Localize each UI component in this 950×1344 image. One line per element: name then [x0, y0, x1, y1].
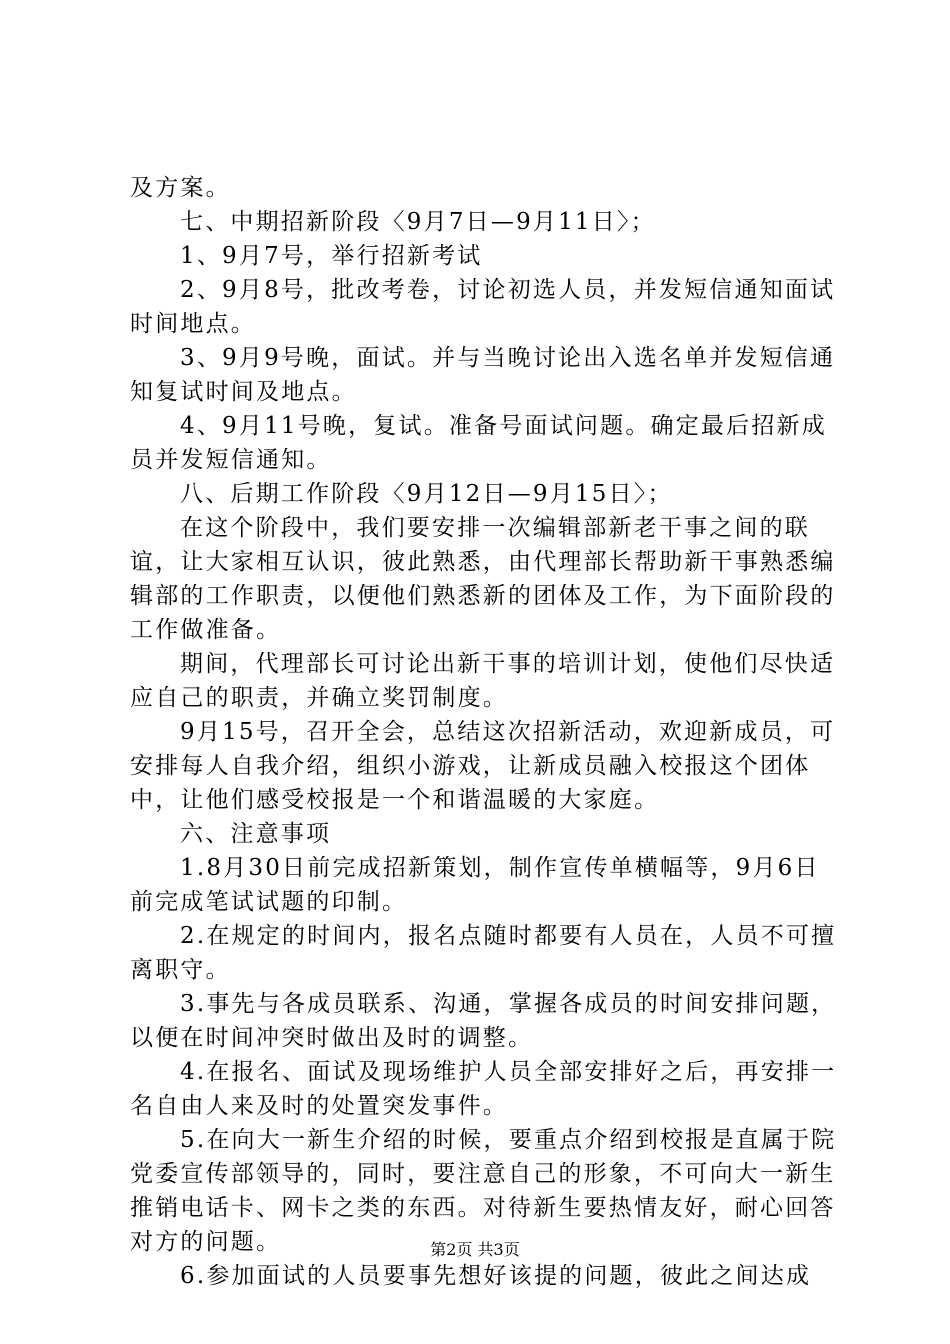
list-item: 5.在向大一新生介绍的时候，要重点介绍到校报是直属于院党委宣传部领导的，同时，要注意自己的形象，不可向大一新生推销电话卡、网卡之类的东西。对待新生要热情友好，耐心回答对方的问题。 — [130, 1127, 837, 1255]
paragraph: 期间，代理部长可讨论出新干事的培训计划，使他们尽快适应自己的职责，并确立奖罚制度。 — [130, 651, 836, 711]
paragraph: 在这个阶段中，我们要安排一次编辑部新老干事之间的联谊，让大家相互认识，彼此熟悉，由代理部长帮助新干事熟悉编辑部的工作职责，以便他们熟悉新的团体及工作，为下面阶段的工作做准备。 — [130, 515, 836, 643]
page-number-footer: 第2页 共3页 — [430, 1240, 520, 1259]
list-item: 4.在报名、面试及现场维护人员全部安排好之后，再安排一名自由人来及时的处置突发事件。 — [130, 1059, 837, 1119]
section-heading-late-work: 八、后期工作阶段〈9月12日—9月15日〉； — [180, 481, 673, 507]
paragraph: 1、9月7号，举行招新考试 — [180, 243, 483, 269]
paragraph: 9月15号，召开全会，总结这次招新活动，欢迎新成员，可安排每人自我介绍，组织小游戏，让新成员融入校报这个团体中，让他们感受校报是一个和谐温暖的大家庭。 — [130, 719, 836, 813]
document-body — [130, 171, 838, 1293]
section-heading-notes: 六、注意事项 — [180, 821, 332, 847]
paragraph: 4、9月11号晚，复试。准备号面试问题。确定最后招新成员并发短信通知。 — [130, 413, 827, 473]
section-heading-mid-recruitment: 七、中期招新阶段〈9月7日—9月11日〉； — [180, 209, 656, 235]
list-item: 2.在规定的时间内，报名点随时都要有人员在，人员不可擅离职守。 — [130, 923, 837, 983]
list-item: 6.参加面试的人员要事先想好该提的问题，彼此之间达成 — [180, 1263, 812, 1289]
list-item: 3.事先与各成员联系、沟通，掌握各成员的时间安排问题，以便在时间冲突时做出及时的调整。 — [130, 991, 837, 1051]
paragraph: 及方案。 — [130, 175, 231, 201]
list-item: 1.8月30日前完成招新策划，制作宣传单横幅等，9月6日前完成笔试试题的印制。 — [130, 855, 820, 915]
paragraph: 3、9月9号晚，面试。并与当晚讨论出入选名单并发短信通知复试时间及地点。 — [130, 345, 836, 405]
paragraph: 2、9月8号，批改考卷，讨论初选人员，并发短信通知面试时间地点。 — [130, 277, 836, 337]
